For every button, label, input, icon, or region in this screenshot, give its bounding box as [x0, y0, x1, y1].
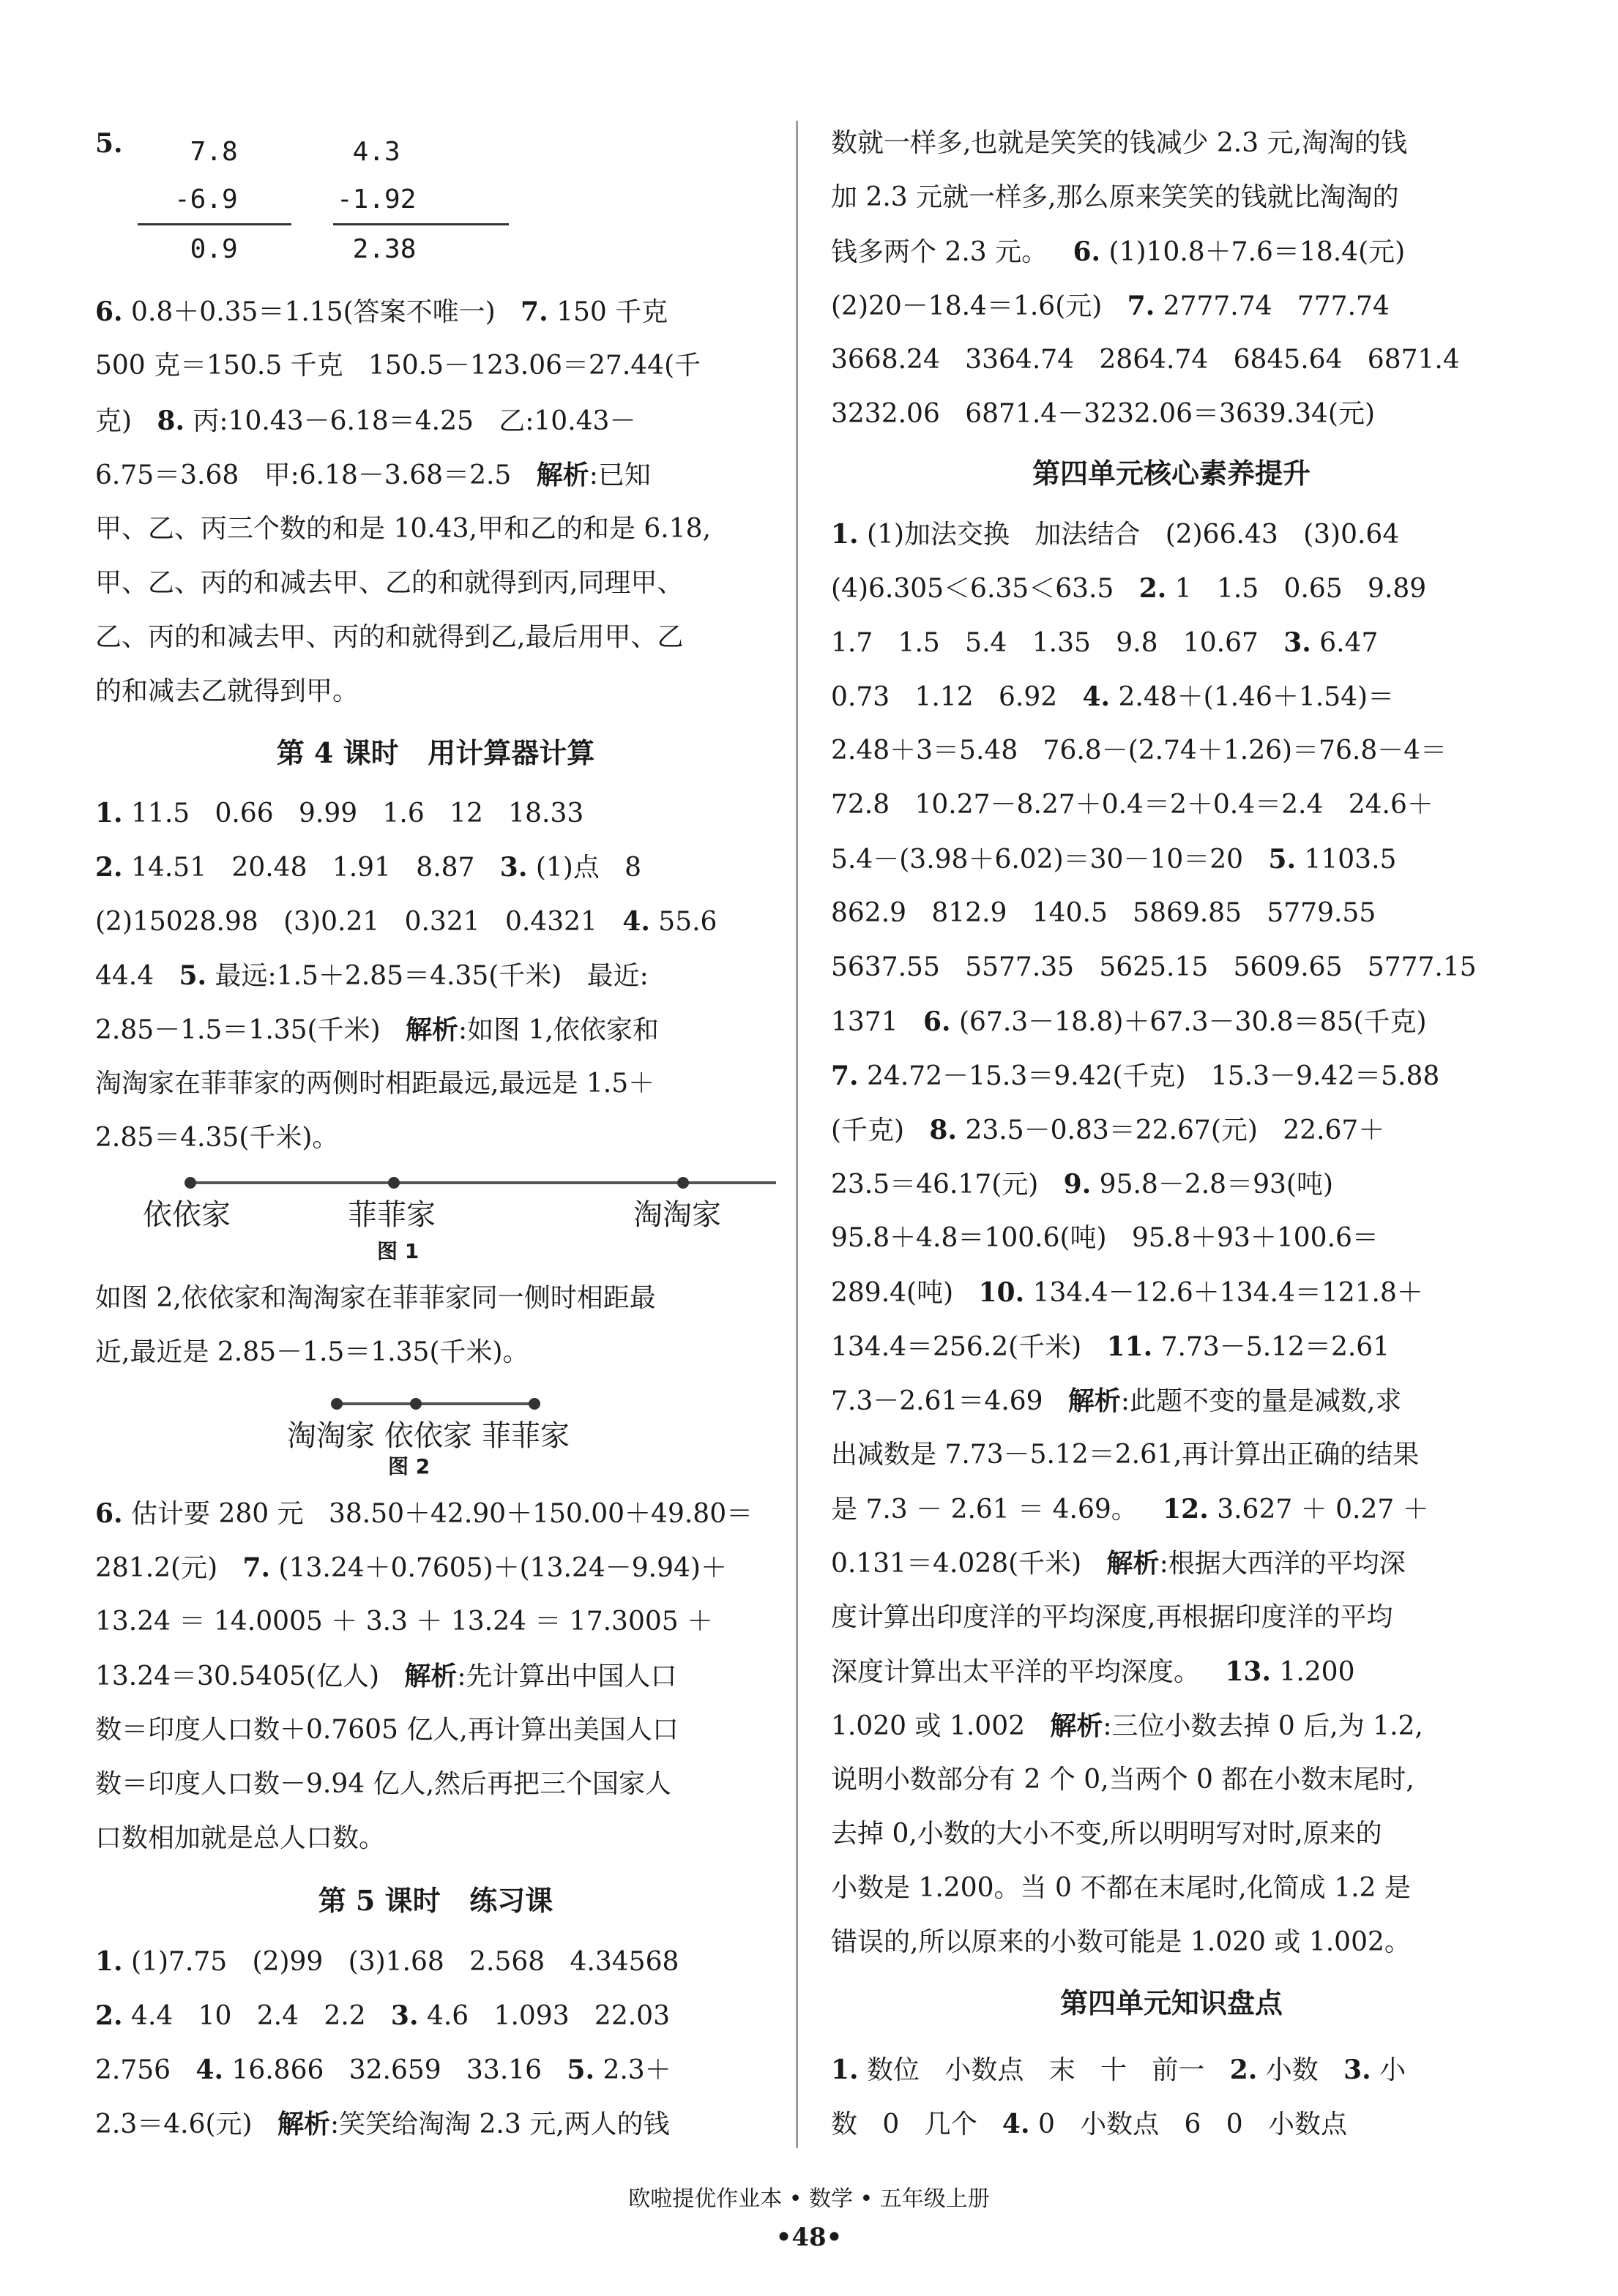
answer-line: 钱多两个 2.3 元。 6. (1)10.8＋7.6＝18.4(元) — [831, 236, 1406, 267]
answer-line: 度计算出印度洋的平均深度,再根据印度洋的平均 — [831, 1602, 1393, 1632]
figure-2-label: 淘淘家 — [287, 1419, 375, 1453]
answer-line: 2.85－1.5＝1.35(千米) 解析:如图 1,依依家和 — [95, 1014, 659, 1045]
answer-line: 0.131＝4.028(千米) 解析:根据大西洋的平均深 — [831, 1548, 1406, 1579]
subtraction-b-rule — [333, 223, 509, 225]
subtraction-b-top: 4.3 — [337, 137, 400, 167]
answer-line: 加 2.3 元就一样多,那么原来笑笑的钱就比淘淘的 — [831, 182, 1399, 212]
answer-line: 1. 数位 小数点 末 十 前一 2. 小数 3. 小 — [831, 2054, 1406, 2085]
subtraction-a-bottom: -6.9 — [174, 184, 238, 214]
answer-line: 2.48＋3＝5.48 76.8－(2.74＋1.26)＝76.8－4＝ — [831, 736, 1447, 766]
answer-line: 2.3＝4.6(元) 解析:笑笑给淘淘 2.3 元,两人的钱 — [95, 2109, 670, 2139]
figure-1-point-taotao — [677, 1177, 689, 1189]
answer-line: 0.73 1.12 6.92 4. 2.48＋(1.46＋1.54)＝ — [831, 681, 1395, 712]
answer-line: 克) 8. 丙:10.43－6.18＝4.25 乙:10.43－ — [95, 405, 636, 436]
answer-line: 6. 估计要 280 元 38.50＋42.90＋150.00＋49.80＝ — [95, 1498, 753, 1529]
answer-line: (4)6.305＜6.35＜63.5 2. 1 1.5 0.65 9.89 — [831, 573, 1427, 604]
answer-line: 数＝印度人口数－9.94 亿人,然后再把三个国家人 — [95, 1769, 672, 1799]
answer-line: 近,最近是 2.85－1.5＝1.35(千米)。 — [95, 1337, 529, 1367]
answer-line: 95.8＋4.8＝100.6(吨) 95.8＋93＋100.6＝ — [831, 1223, 1379, 1253]
answer-line: 7.3－2.61＝4.69 解析:此题不变的量是减数,求 — [831, 1386, 1402, 1416]
subtraction-a-result: 0.9 — [174, 234, 238, 264]
answer-line: 的和减去乙就得到甲。 — [95, 676, 359, 706]
answer-line: 淘淘家在菲菲家的两侧时相距最远,最远是 1.5＋ — [95, 1069, 655, 1099]
answer-line: 281.2(元) 7. (13.24＋0.7605)＋(13.24－9.94)＋ — [95, 1552, 727, 1583]
column-divider — [796, 121, 798, 2148]
answer-line: 3232.06 6871.4－3232.06＝3639.34(元) — [831, 399, 1375, 429]
answer-line: 口数相加就是总人口数。 — [95, 1823, 386, 1853]
subtraction-b-bottom: -1.92 — [337, 184, 417, 214]
answer-line: 乙、丙的和减去甲、丙的和就得到乙,最后用甲、乙 — [95, 622, 684, 652]
answer-line: 13.24 ＝ 14.0005 ＋ 3.3 ＋ 13.24 ＝ 17.3005 ＋ — [95, 1607, 714, 1637]
figure-1 — [95, 1171, 776, 1281]
figure-2-number-line — [337, 1402, 534, 1405]
answer-line: 2.85＝4.35(千米)。 — [95, 1123, 339, 1153]
figure-1-point-yiyi — [184, 1177, 196, 1189]
answer-line: 289.4(吨) 10. 134.4－12.6＋134.4＝121.8＋ — [831, 1277, 1423, 1308]
answer-line: 862.9 812.9 140.5 5869.85 5779.55 — [831, 898, 1376, 928]
answer-line: 如图 2,依依家和淘淘家在菲菲家同一侧时相距最 — [95, 1283, 656, 1313]
answer-line: 5637.55 5577.35 5625.15 5609.65 5777.15 — [831, 952, 1477, 982]
answer-line: 错误的,所以原来的小数可能是 1.020 或 1.002。 — [831, 1927, 1411, 1957]
answer-line: 7. 24.72－15.3＝9.42(千克) 15.3－9.42＝5.88 — [831, 1061, 1440, 1091]
figure-2-point-yiyi — [410, 1398, 422, 1410]
answer-line: 1. 11.5 0.66 9.99 1.6 12 18.33 — [95, 798, 584, 829]
figure-2-point-taotao — [331, 1398, 343, 1410]
figure-1-label: 淘淘家 — [633, 1198, 721, 1232]
answer-line: 2. 14.51 20.48 1.91 8.87 3. (1)点 8 — [95, 852, 642, 883]
answer-line: 小数是 1.200。当 0 不都在末尾时,化简成 1.2 是 — [831, 1873, 1411, 1903]
answer-line: 去掉 0,小数的大小不变,所以明明写对时,原来的 — [831, 1819, 1382, 1849]
figure-2-label: 菲菲家 — [482, 1419, 570, 1453]
answer-line: 6. 0.8＋0.35＝1.15(答案不唯一) 7. 150 千克 — [95, 296, 668, 327]
section-heading-unit4-review: 第四单元知识盘点 — [1059, 1986, 1283, 2019]
answer-line: 2.756 4. 16.866 32.659 33.16 5. 2.3＋ — [95, 2054, 671, 2085]
footer-book-title: 欧啦提优作业本 • 数学 • 五年级上册 — [628, 2186, 990, 2212]
figure-2-point-feifei — [529, 1398, 540, 1410]
figure-1-label: 依依家 — [143, 1198, 231, 1232]
answer-line: 数＝印度人口数＋0.7605 亿人,再计算出美国人口 — [95, 1715, 679, 1745]
answer-line: (2)15028.98 (3)0.21 0.321 0.4321 4. 55.6 — [95, 906, 717, 937]
page-number: •48• — [775, 2223, 843, 2252]
answer-line: 说明小数部分有 2 个 0,当两个 0 都在小数末尾时, — [831, 1765, 1414, 1795]
answer-line: 出减数是 7.73－5.12＝2.61,再计算出正确的结果 — [831, 1440, 1420, 1470]
answer-line: 72.8 10.27－8.27＋0.4＝2＋0.4＝2.4 24.6＋ — [831, 790, 1434, 820]
figure-1-point-feifei — [388, 1177, 400, 1189]
figure-2-caption: 图 2 — [388, 1454, 430, 1478]
section-heading-lesson-5: 第 5 课时 练习课 — [318, 1884, 553, 1917]
answer-line: 甲、乙、丙的和减去甲、乙的和就得到丙,同理甲、 — [95, 568, 684, 598]
answer-line: 深度计算出太平洋的平均深度。 13. 1.200 — [831, 1656, 1355, 1687]
answer-line: 5.4－(3.98＋6.02)＝30－10＝20 5. 1103.5 — [831, 844, 1397, 875]
answer-line: 134.4＝256.2(千米) 11. 7.73－5.12＝2.61 — [831, 1331, 1390, 1362]
answer-line: 13.24＝30.5405(亿人) 解析:先计算出中国人口 — [95, 1661, 677, 1691]
section-heading-unit4-core: 第四单元核心素养提升 — [1032, 457, 1311, 490]
answer-line: 1371 6. (67.3－18.8)＋67.3－30.8＝85(千克) — [831, 1006, 1427, 1037]
answer-line: 1. (1)7.75 (2)99 (3)1.68 2.568 4.34568 — [95, 1946, 679, 1977]
answer-line: 数就一样多,也就是笑笑的钱减少 2.3 元,淘淘的钱 — [831, 128, 1408, 158]
answer-line: 500 克＝150.5 千克 150.5－123.06＝27.44(千 — [95, 351, 701, 381]
figure-2-label: 依依家 — [384, 1419, 472, 1453]
answer-line: 1.7 1.5 5.4 1.35 9.8 10.67 3. 6.47 — [831, 627, 1379, 658]
answer-line: 2. 4.4 10 2.4 2.2 3. 4.6 1.093 22.03 — [95, 2000, 670, 2031]
answer-line: 甲、乙、丙三个数的和是 10.43,甲和乙的和是 6.18, — [95, 514, 711, 544]
answer-line: 44.4 5. 最远:1.5＋2.85＝4.35(千米) 最近: — [95, 960, 649, 991]
section-heading-lesson-4: 第 4 课时 用计算器计算 — [276, 736, 595, 769]
figure-1-label: 菲菲家 — [348, 1198, 436, 1232]
subtraction-b-result: 2.38 — [337, 234, 417, 264]
answer-line: 3668.24 3364.74 2864.74 6845.64 6871.4 — [831, 345, 1460, 375]
answer-line: 数 0 几个 4. 0 小数点 6 0 小数点 — [831, 2109, 1347, 2139]
question-5-number: 5. — [95, 128, 123, 159]
subtraction-a-rule — [138, 223, 291, 225]
answer-line: (2)20－18.4＝1.6(元) 7. 2777.74 777.74 — [831, 291, 1390, 321]
answer-line: 1.020 或 1.002 解析:三位小数去掉 0 后,为 1.2, — [831, 1710, 1423, 1741]
figure-1-caption: 图 1 — [377, 1239, 420, 1263]
answer-line: 是 7.3 － 2.61 ＝ 4.69。 12. 3.627 ＋ 0.27 ＋ — [831, 1494, 1429, 1525]
answer-line: (千克) 8. 23.5－0.83＝22.67(元) 22.67＋ — [831, 1115, 1385, 1145]
subtraction-a-top: 7.8 — [174, 137, 238, 167]
figure-2 — [95, 1392, 776, 1487]
answer-line: 1. (1)加法交换 加法结合 (2)66.43 (3)0.64 — [831, 519, 1400, 550]
answer-line: 6.75＝3.68 甲:6.18－3.68＝2.5 解析:已知 — [95, 460, 651, 490]
answer-line: 23.5＝46.17(元) 9. 95.8－2.8＝93(吨) — [831, 1169, 1333, 1200]
